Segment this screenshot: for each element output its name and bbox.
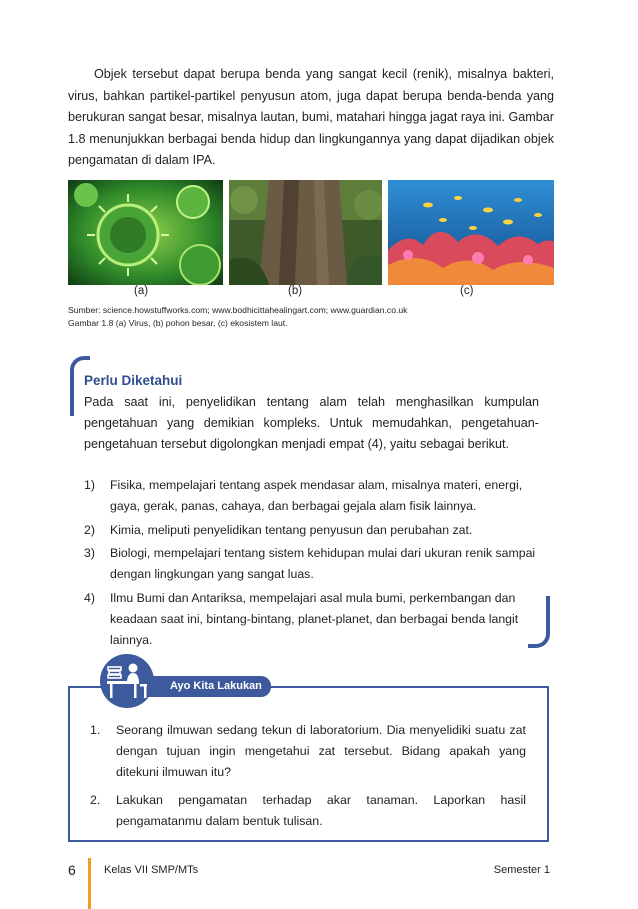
activity-title: Ayo Kita Lakukan: [142, 676, 271, 697]
student-desk-icon: [100, 654, 154, 708]
footer-accent-bar: [88, 858, 91, 909]
list-number: 2): [84, 522, 95, 537]
list-item: [84, 520, 539, 541]
figure-label-a: (a): [134, 285, 149, 297]
footer-semester-label: Semester 1: [493, 864, 550, 876]
list-number: 1): [84, 478, 95, 492]
list-number: 4): [84, 590, 95, 605]
activity-list: [90, 720, 526, 838]
virus-image: [68, 180, 223, 285]
list-number: 2.: [90, 792, 101, 807]
intro-text: Objek tersebut dapat berupa benda yang sangat kecil (renik), misalnya bakteri, virus, bahkan partikel-partikel penyusun atom, juga dapat berupa benda-benda yang berukuran sangat besar, misalnya lautan, bumi, matahari hingga jagat raya ini. Gambar 1.8 menunjukkan berbagai benda hidup dan lingkungannya yang dapat dijadikan objek pengamatan di dalam IPA.: [68, 67, 554, 168]
list-item: [84, 543, 539, 585]
list-item: [90, 790, 526, 832]
info-box-title: Perlu Diketahui: [84, 373, 183, 388]
list-item: [84, 475, 539, 517]
info-box-bracket-bottom: [528, 596, 550, 648]
list-item: [84, 588, 539, 650]
intro-paragraph: [68, 64, 554, 172]
list-text: Seorang ilmuwan sedang tekun di laboratorium. Dia menyelidiki suatu zat dengan tujuan ingin mengetahui zat tersebut. Bidang apakah yang ditekuni ilmuwan itu?: [116, 723, 526, 780]
figure-caption: Gambar 1.8 (a) Virus, (b) pohon besar, (c) ekosistem laut.: [68, 318, 288, 328]
list-text: Kimia, meliputi penyelidikan tentang penyusun dan perubahan zat.: [110, 522, 473, 537]
list-text: Biologi, mempelajari tentang sistem kehidupan mulai dari ukuran renik sampai dengan lingkungan yang sangat luas.: [110, 546, 536, 582]
figure-source: Sumber: science.howstuffworks.com; www.bodhicittahealingart.com; www.guardian.co.uk: [68, 305, 408, 315]
info-box-list: [84, 475, 539, 653]
coral-reef-image: [388, 180, 554, 285]
list-item: [90, 720, 526, 784]
list-number: 3): [84, 546, 95, 561]
list-text: Lakukan pengamatan terhadap akar tanaman. Laporkan hasil pengamatanmu dalam bentuk tulisan.: [116, 792, 526, 828]
figure-source-caption: [68, 304, 407, 330]
figure-label-c: (c): [460, 285, 474, 297]
footer-class-label: Kelas VII SMP/MTs: [104, 864, 199, 876]
page-number: 6: [68, 862, 76, 878]
big-tree-image: [229, 180, 382, 285]
list-text: Fisika, mempelajari tentang aspek mendasar alam, misalnya materi, energi, gaya, gerak, panas, cahaya, dan berbagai gejala alam fisik lainnya.: [110, 478, 523, 513]
figure-label-b: (b): [288, 285, 303, 297]
list-number: 1.: [90, 723, 101, 737]
info-box-intro: Pada saat ini, penyelidikan tentang alam telah menghasilkan kumpulan pengetahuan yang demikian kompleks. Untuk memudahkan, pengetahuan-pengetahuan tersebut digolongkan menjadi empat (4), yaitu sebagai berikut.: [84, 395, 539, 451]
figure-1-8: [68, 180, 554, 285]
list-text: Ilmu Bumi dan Antariksa, mempelajari asal mula bumi, perkembangan dan keadaan saat ini, bintang-bintang, planet-planet, dan berbagai benda langit lainnya.: [110, 590, 519, 647]
